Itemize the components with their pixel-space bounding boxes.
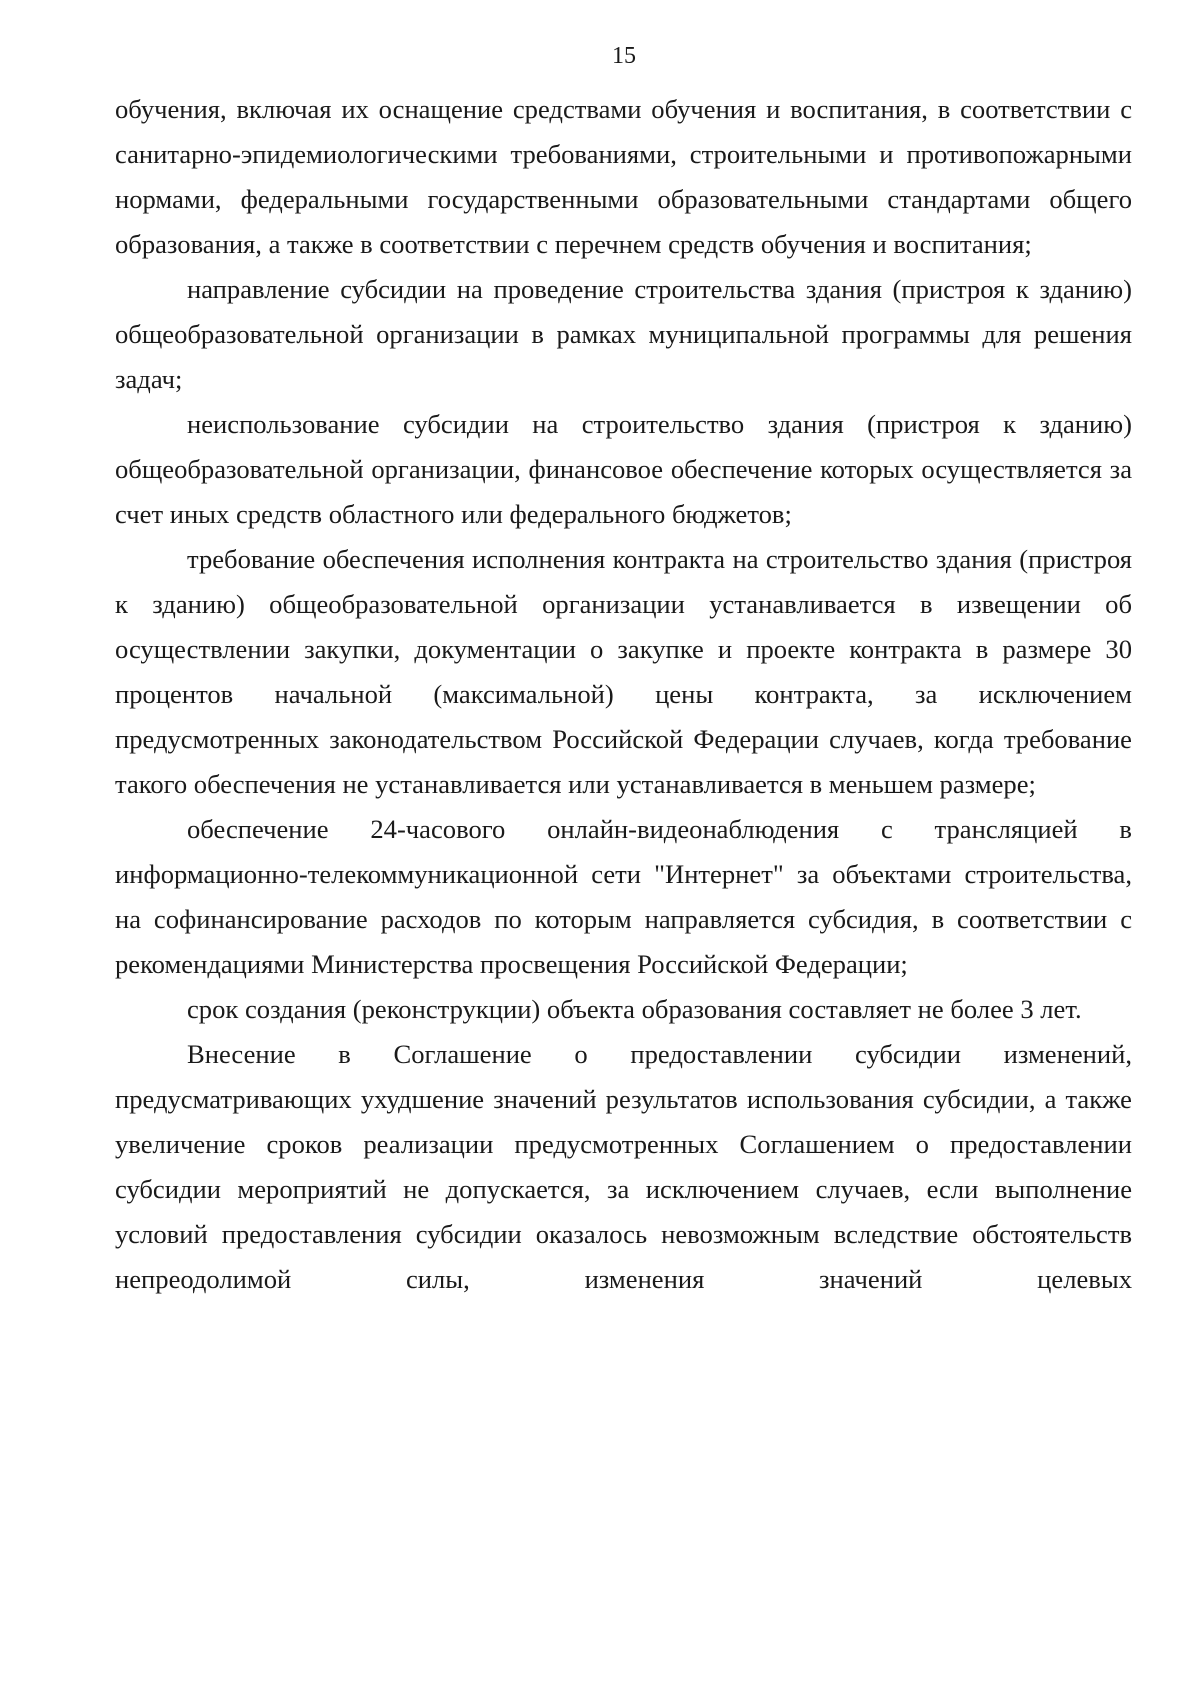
document-body xyxy=(115,87,1132,1302)
paragraph-subsidy-direction: направление субсидии на проведение строительства здания (пристроя к зданию) общеобразовательной организации в рамках муниципальной программы для решения задач; xyxy=(115,274,1132,394)
paragraph-subsidy-nonuse: неиспользование субсидии на строительство здания (пристроя к зданию) общеобразовательной организации, финансовое обеспечение которых осуществляется за счет иных средств областного или федерального бюджетов; xyxy=(115,409,1132,529)
paragraph-continuation: обучения, включая их оснащение средствами обучения и воспитания, в соответствии с санитарно-эпидемиологическими требованиями, строительными и противопожарными нормами, федеральными государственными образовательными стандартами общего образования, а также в соответствии с перечнем средств обучения и воспитания; xyxy=(115,94,1132,259)
paragraph-video-surveillance: обеспечение 24-часового онлайн-видеонаблюдения с трансляцией в информационно-телекоммуникационной сети "Интернет" за объектами строительства, на софинансирование расходов по которым направляется субсидия, в соответствии с рекомендациями Министерства просвещения Российской Федерации; xyxy=(115,814,1132,979)
paragraph-agreement-changes: Внесение в Соглашение о предоставлении субсидии изменений, предусматривающих ухудшение значений результатов использования субсидии, а также увеличение сроков реализации предусмотренных Соглашением о предоставлении субсидии мероприятий не допускается, за исключением случаев, если выполнение условий предоставления субсидии оказалось невозможным вследствие обстоятельств непреодолимой силы, изменения значений целевых xyxy=(115,1039,1132,1294)
paragraph-contract-security: требование обеспечения исполнения контракта на строительство здания (пристроя к зданию) общеобразовательной организации устанавливается в извещении об осуществлении закупки, документации о закупке и проекте контракта в размере 30 процентов начальной (максимальной) цены контракта, за исключением предусмотренных законодательством Российской Федерации случаев, когда требование такого обеспечения не устанавливается или устанавливается в меньшем размере; xyxy=(115,544,1132,799)
page-number: 15 xyxy=(612,43,636,69)
paragraph-construction-term: срок создания (реконструкции) объекта образования составляет не более 3 лет. xyxy=(187,994,1082,1024)
